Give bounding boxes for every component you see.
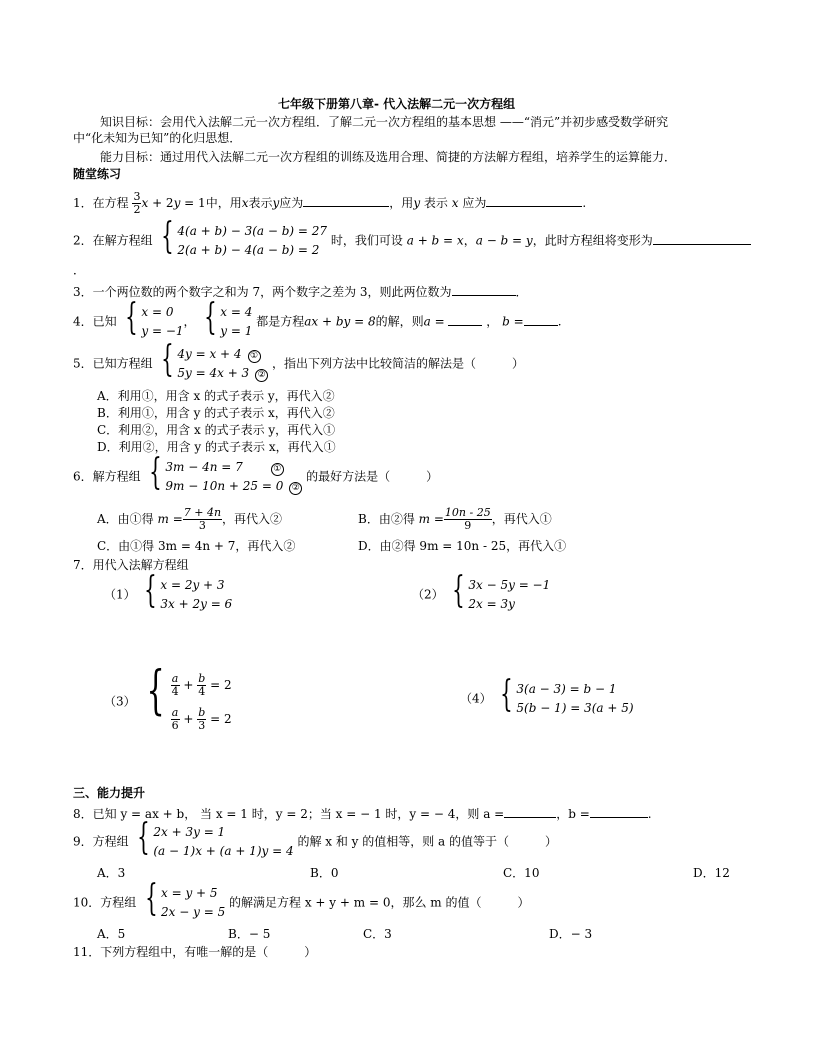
q6-option-d: D．由②得 9m = 10n - 25，再代入①	[358, 539, 567, 553]
q4-blank-a	[448, 314, 482, 326]
q5-eq1: 4y = x + 4	[177, 347, 242, 361]
question-6	[73, 452, 439, 496]
q9-option-d: D．12	[693, 866, 730, 880]
question-10	[73, 878, 530, 922]
q3-blank	[452, 284, 516, 296]
q9-eq2: (a − 1)x + (a + 1)y = 4	[153, 844, 294, 858]
q6-system: { 3m − 4n = 7 ① 9m − 10n + 25 = 0 ②	[144, 458, 302, 496]
q2-blank	[653, 233, 751, 245]
q5-text: ，指出下列方法中比较简洁的解法是（ ）	[272, 356, 525, 371]
q10-eq1: x = y + 5	[161, 886, 218, 900]
page-title: 七年级下册第八章- 代入法解二元一次方程组	[278, 97, 516, 111]
q1-var-x: x	[241, 196, 249, 210]
q2-sep: ，	[463, 233, 476, 248]
q1-tail2: ，用	[389, 196, 414, 210]
q2-sub1: a + b = x	[406, 233, 464, 248]
q10-text: 的解满足方程 x + y + m = 0，那么 m 的值（ ）	[229, 895, 530, 910]
q4-s1-eq2: y = −1	[141, 324, 184, 338]
section-heading-ability: 三、能力提升	[73, 786, 146, 800]
q4-s2-eq1: x = 4	[220, 305, 253, 319]
q7-p1-eq1: x = 2y + 3	[160, 578, 225, 592]
q7-part-1	[104, 570, 233, 614]
question-5	[73, 339, 525, 383]
q5-option-c: C．利用②，用含 x 的式子表示 y，再代入①	[97, 423, 336, 437]
q5-eq2: 5y = 4x + 3	[177, 366, 250, 380]
q9-option-a: A．3	[97, 866, 126, 880]
q2-dot: ．	[73, 263, 86, 277]
q10-system: { x = y + 5 2x − y = 5	[140, 884, 225, 922]
q7-part-4	[460, 674, 634, 718]
q4-eq: ax + by = 8	[304, 314, 376, 329]
q4-system-2: { x = 4 y = 1	[199, 303, 252, 341]
q9-prefix: 9．方程组	[73, 834, 129, 849]
section-heading-practice: 随堂练习	[73, 167, 122, 181]
q9-option-c: C．10	[503, 866, 540, 880]
q5-option-b: B．利用①，用含 y 的式子表示 x，再代入②	[97, 406, 335, 420]
question-7: 7．用代入法解方程组	[73, 558, 189, 572]
q4-end: .	[557, 314, 562, 329]
q6-a-fraction: $\frac{7 + 4n}{3}$	[183, 506, 222, 532]
q6-b-var: m =	[418, 512, 444, 526]
question-9	[73, 817, 558, 861]
q6-b-pre: B．由②得	[358, 512, 415, 526]
q5-prefix: 5．已知方程组	[73, 356, 153, 371]
q10-prefix: 10．方程组	[73, 895, 137, 910]
q10-option-c: C．3	[363, 927, 392, 941]
q7-p4-system: { 3(a − 3) = b − 1 5(b − 1) = 3(a + 5)	[495, 680, 633, 718]
q6-prefix: 6．解方程组	[73, 469, 141, 484]
q6-a-pre: A．由①得	[97, 512, 154, 526]
q7-part-3	[104, 661, 232, 736]
q6-eq2: 9m − 10n + 25 = 0	[165, 479, 284, 493]
q6-a-post: ，再代入②	[222, 512, 283, 526]
q7-p4-eq1: 3(a − 3) = b − 1	[516, 682, 617, 696]
q2-system: { 4(a + b) − 3(a − b) = 27 2(a + b) − 4(a − b) = 2	[156, 222, 327, 260]
q3-text: 3．一个两位数的两个数字之和为 7，两个数字之差为 3，则此两位数为	[73, 285, 452, 299]
q5-option-a: A．利用①，用含 x 的式子表示 y，再代入②	[97, 389, 335, 403]
q7-p1-eq2: 3x + 2y = 6	[160, 597, 233, 611]
question-11: 11．下列方程组中，有唯一解的是（ ）	[73, 945, 317, 959]
q1-mid: 中，用	[205, 196, 242, 210]
q4-a: a =	[423, 314, 445, 329]
q2-eq2: 2(a + b) − 4(a − b) = 2	[177, 243, 320, 257]
q4-system-1: { x = 0 y = −1	[120, 303, 183, 341]
q2-sub2: a − b = y	[475, 233, 533, 248]
q7-part-2	[412, 570, 551, 614]
q1-end: .	[582, 196, 587, 210]
q4-s2-eq2: y = 1	[220, 324, 253, 338]
q5-mark-2: ②	[255, 369, 268, 382]
knowledge-goal-line2: 中“化未知为已知”的化归思想．	[73, 131, 242, 145]
q6-eq1: 3m − 4n = 7	[165, 460, 243, 474]
q7-p2-eq1: 3x − 5y = −1	[468, 578, 551, 592]
q2-eq1: 4(a + b) − 3(a − b) = 27	[177, 224, 328, 238]
q6-text: 的最好方法是（ ）	[306, 469, 439, 484]
q8-text: 8．已知 y = ax + b， 当 x = 1 时，y = 2；当 x = − 1 时，y = − 4，则 a =	[73, 807, 505, 821]
q7-p1-system: { x = 2y + 3 3x + 2y = 6	[139, 576, 232, 614]
q1-prefix: 1．在方程	[73, 196, 129, 210]
q6-mark-1: ①	[271, 463, 284, 476]
q7-p2-label: （2）	[412, 587, 444, 602]
q6-option-a	[97, 507, 282, 532]
q1-rep: 表示	[248, 196, 273, 210]
q1-tail1: 应为	[279, 196, 304, 210]
q7-p1-label: （1）	[104, 587, 136, 602]
q6-option-c: C．由①得 3m = 4n + 7，再代入②	[97, 539, 296, 553]
q4-text: 都是方程	[256, 314, 305, 329]
q10-eq2: 2x − y = 5	[161, 905, 226, 919]
q8-mid: ，b =	[556, 807, 590, 821]
q7-p4-label: （4）	[460, 691, 492, 706]
q1-tail3: 应为	[462, 196, 487, 210]
q4-blank-b	[524, 314, 558, 326]
q1-fraction: $\frac{3}{2}$	[133, 190, 141, 216]
q7-p3-label: （3）	[104, 694, 136, 709]
q9-option-b: B．0	[310, 866, 339, 880]
q1-blank-2	[486, 195, 582, 207]
q7-p2-system: { 3x − 5y = −1 2x = 3y	[447, 576, 550, 614]
question-1: 1．在方程 $\frac{3}{2}$ x + 2y = 1中，用x表示y应为 ，用y 表示 x 应为 .	[73, 190, 587, 216]
q2-prefix: 2．在解方程组	[73, 233, 153, 248]
q6-b-fraction: $\frac{10n - 25}{9}$	[444, 506, 491, 532]
q4-s1-eq1: x = 0	[141, 305, 174, 319]
q9-system: { 2x + 3y = 1 (a − 1)x + (a + 1)y = 4	[132, 823, 293, 861]
q1-var-y: y	[272, 196, 280, 210]
q4-b: b =	[502, 314, 524, 329]
q2-tail: ，此时方程组将变形为	[532, 233, 653, 248]
q5-option-d: D．利用②，用含 y 的式子表示 x，再代入①	[97, 440, 336, 454]
q4-tail: 的解，则	[375, 314, 424, 329]
q10-option-b: B．− 5	[228, 927, 271, 941]
q8-blank-b	[590, 806, 648, 818]
q5-mark-1: ①	[248, 350, 261, 363]
q9-text: 的解 x 和 y 的值相等，则 a 的值等于（ ）	[297, 834, 558, 849]
q6-b-post: ，再代入①	[491, 512, 552, 526]
q7-p3-eq2: $\frac{a}{6}$ + $\frac{b}{3}$ = 2	[171, 706, 232, 732]
q8-end: .	[647, 807, 652, 821]
q2-text: 时，我们可设	[330, 233, 403, 248]
q4-prefix: 4．已知	[73, 314, 117, 329]
q6-a-var: m =	[157, 512, 183, 526]
knowledge-goal-line1: 知识目标：会用代入法解二元一次方程组．了解二元一次方程组的基本思想 ——“消元”并初步感受数学研究	[100, 115, 669, 129]
question-8	[73, 806, 652, 821]
question-4: 4．已知 { x = 0 y = −1 ， { x = 4 y = 1 都是方程ax + by = 8的解，则a = ， b = .	[73, 303, 562, 341]
question-3	[73, 284, 528, 299]
q5-system: { 4y = x + 4 ① 5y = 4x + 3 ②	[156, 345, 268, 383]
q10-option-d: D．− 3	[549, 927, 593, 941]
q1-blank-1	[303, 195, 389, 207]
q6-mark-2: ②	[289, 482, 302, 495]
q7-p2-eq2: 2x = 3y	[468, 597, 515, 611]
ability-goal: 能力目标：通过用代入法解二元一次方程组的训练及选用合理、简捷的方法解方程组，培养学生的运算能力．	[100, 150, 677, 164]
q3-end: ．	[515, 285, 528, 299]
q7-p3-eq1: $\frac{a}{4}$ + $\frac{b}{4}$ = 2	[171, 672, 232, 698]
q8-blank-a	[504, 806, 556, 818]
q7-p4-eq2: 5(b − 1) = 3(a + 5)	[516, 701, 634, 715]
q7-p3-system: { $\frac{a}{4}$ + $\frac{b}{4}$ = 2 $\frac{a}{6}$ + $\frac{b}{3}$ = 2	[139, 668, 231, 736]
q10-option-a: A．5	[97, 927, 126, 941]
question-2	[73, 216, 751, 260]
q6-option-b	[358, 507, 552, 532]
q9-eq1: 2x + 3y = 1	[153, 825, 226, 839]
